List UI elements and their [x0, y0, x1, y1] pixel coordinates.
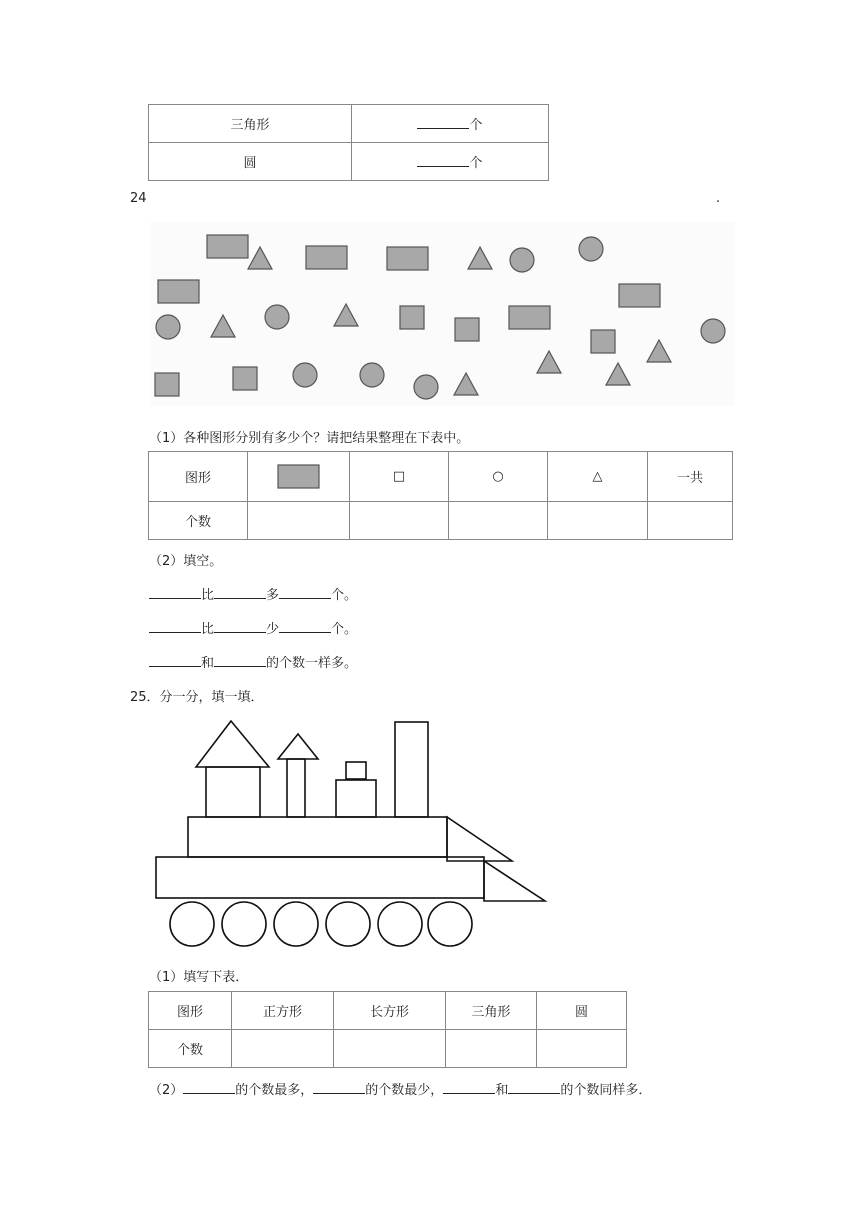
fill-text: 比 [201, 588, 215, 603]
answer-blank[interactable] [313, 1079, 365, 1094]
top-table-answer-triangle[interactable] [352, 105, 549, 143]
circle-shape [360, 363, 384, 387]
q24-fill-line-3 [149, 652, 357, 671]
circle-shape [326, 902, 370, 946]
q24-shapes-figure [150, 222, 734, 406]
answer-blank[interactable] [214, 618, 266, 633]
q24-answer-total[interactable] [648, 502, 733, 540]
q25-table-header-triangle: 三角形 [446, 992, 537, 1030]
fill-text: 和 [201, 656, 215, 671]
q25-answer-triangle[interactable] [446, 1030, 537, 1068]
q25-title: 25．分一分，填一填． [130, 690, 264, 705]
answer-blank[interactable] [183, 1079, 235, 1094]
answer-blank[interactable] [279, 618, 331, 633]
q25-table-header-rectangle: 长方形 [334, 992, 446, 1030]
q25-answer-square[interactable] [232, 1030, 334, 1068]
rectangle-icon [277, 464, 321, 490]
q24-answer-triangle[interactable] [548, 502, 648, 540]
rectangle-shape [509, 306, 550, 329]
triangle-shape [196, 721, 269, 767]
square-shape [591, 330, 615, 353]
top-count-table [148, 104, 549, 181]
q25-table-header-circle: 圆 [537, 992, 627, 1030]
square-shape [206, 767, 260, 817]
answer-blank[interactable] [149, 652, 201, 667]
answer-blank[interactable] [214, 584, 266, 599]
q24-table-header-rectangle [248, 452, 350, 502]
fill-text: 比 [201, 622, 215, 637]
circle-shape [378, 902, 422, 946]
rectangle-shape [619, 284, 660, 307]
answer-blank[interactable] [279, 584, 331, 599]
rectangle-shape [395, 722, 428, 817]
triangle-shape [484, 861, 545, 901]
answer-blank[interactable] [149, 618, 201, 633]
rectangle-shape [156, 857, 484, 898]
answer-blank[interactable] [443, 1079, 495, 1094]
q25-table-header-label: 图形 [149, 992, 232, 1030]
q25-train-figure [150, 716, 550, 952]
rectangle-shape [306, 246, 347, 269]
triangle-shape [278, 734, 318, 759]
q24-fill-line-1 [149, 584, 357, 603]
q24-sub2: （2）填空。 [149, 554, 223, 569]
fill-text: （2） [149, 1083, 184, 1098]
q25-count-table [148, 991, 627, 1068]
square-shape [346, 762, 366, 779]
circle-shape [156, 315, 180, 339]
q24-answer-circle[interactable] [449, 502, 548, 540]
q24-fill-line-2 [149, 618, 357, 637]
fill-text: 的个数一样多。 [266, 656, 358, 671]
top-table-label-circle: 圆 [149, 143, 352, 181]
rectangle-shape [207, 235, 248, 258]
q24-table-header-label: 图形 [149, 452, 248, 502]
q25-table-header-square: 正方形 [232, 992, 334, 1030]
q24-table-row-label: 个数 [149, 502, 248, 540]
circle-shape [222, 902, 266, 946]
q24-count-table [148, 451, 733, 540]
fill-text: 个。 [331, 588, 358, 603]
top-table-answer-circle[interactable] [352, 143, 549, 181]
fill-text: 和 [495, 1083, 509, 1098]
answer-blank[interactable] [508, 1079, 560, 1094]
q24-trailing-dot: . [716, 191, 721, 206]
q24-answer-rectangle[interactable] [248, 502, 350, 540]
fill-text: 的个数同样多． [560, 1083, 652, 1098]
circle-shape [414, 375, 438, 399]
fill-text: 多 [266, 588, 280, 603]
square-shape [233, 367, 257, 390]
answer-blank[interactable] [149, 584, 201, 599]
rectangle-shape [188, 817, 447, 857]
unit-label: 个 [469, 118, 483, 133]
q25-sub1: （1）填写下表． [149, 970, 249, 985]
q24-table-header-total: 一共 [648, 452, 733, 502]
q25-answer-circle[interactable] [537, 1030, 627, 1068]
q24-answer-square[interactable] [350, 502, 449, 540]
circle-shape [293, 363, 317, 387]
q25-answer-rectangle[interactable] [334, 1030, 446, 1068]
q24-table-header-square: □ [350, 452, 449, 502]
triangle-shape [447, 817, 512, 861]
circle-shape [265, 305, 289, 329]
fill-text: 个。 [331, 622, 358, 637]
square-shape [400, 306, 424, 329]
q24-table-header-triangle: △ [548, 452, 648, 502]
q24-table-header-circle: ○ [449, 452, 548, 502]
fill-text: 的个数最多， [235, 1083, 314, 1098]
q25-table-row-label: 个数 [149, 1030, 232, 1068]
unit-label: 个 [469, 156, 483, 171]
square-shape [155, 373, 179, 396]
circle-shape [428, 902, 472, 946]
circle-shape [579, 237, 603, 261]
circle-shape [701, 319, 725, 343]
q24-number: 24 [130, 191, 147, 206]
q24-sub1: （1）各种图形分别有多少个？请把结果整理在下表中。 [149, 431, 470, 446]
fill-text: 少 [266, 622, 280, 637]
fill-text: 的个数最少， [365, 1083, 444, 1098]
square-shape [336, 780, 376, 817]
rectangle-shape [387, 247, 428, 270]
rectangle-shape [287, 759, 305, 817]
q25-sub2 [149, 1079, 651, 1098]
circle-shape [274, 902, 318, 946]
circle-shape [170, 902, 214, 946]
circle-shape [510, 248, 534, 272]
answer-blank[interactable] [214, 652, 266, 667]
square-shape [455, 318, 479, 341]
rectangle-shape [158, 280, 199, 303]
top-table-label-triangle: 三角形 [149, 105, 352, 143]
